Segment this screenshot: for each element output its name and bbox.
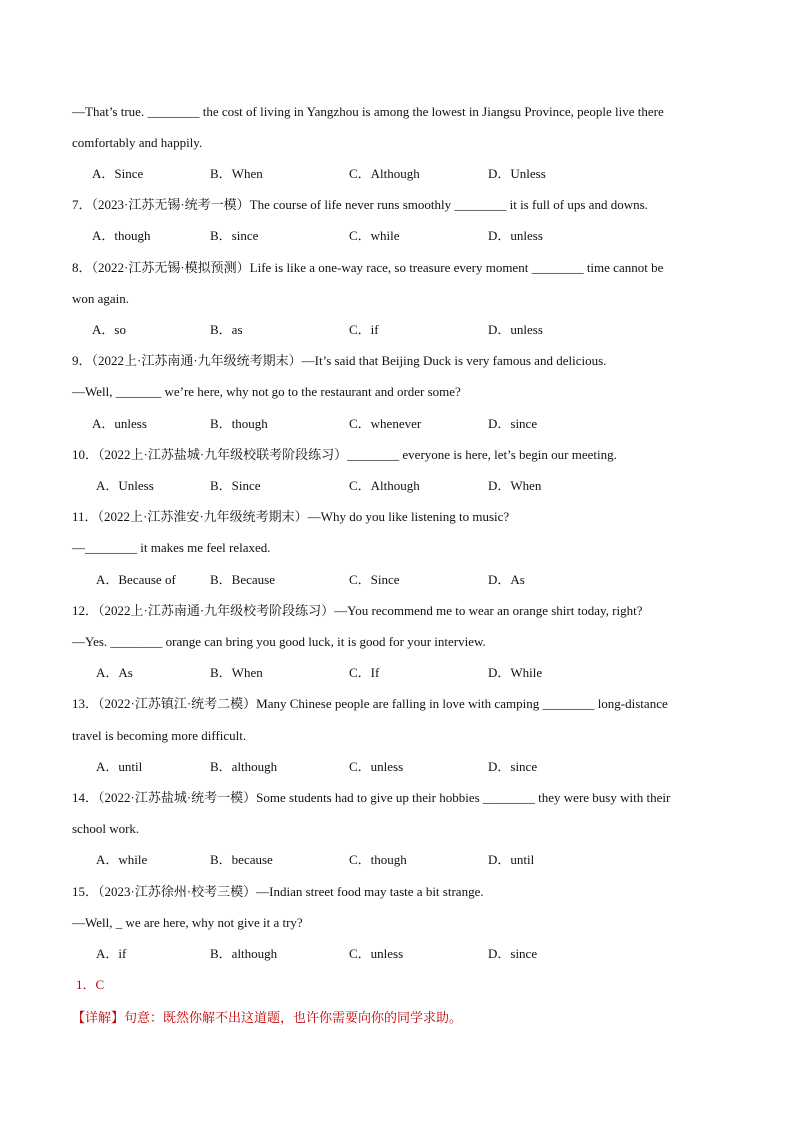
question-9-line-2: —Well, _______ we’re here, why not go to the restaurant and order some? <box>72 384 461 399</box>
detail-text: 句意：既然你解不出这道题，也许你需要向你的同学求助。 <box>124 1010 463 1025</box>
option-a: A．while <box>96 852 148 867</box>
option-c: C．whenever <box>349 416 422 431</box>
question-13-line-1: 13．（2022·江苏镇江·统考二模）Many Chinese people are falling in love with camping ________ long-distance <box>72 696 668 711</box>
option-c: C．though <box>349 852 407 867</box>
option-b: B．Because <box>210 572 275 587</box>
question-14-line-1: 14．（2022·江苏盐城·统考一模）Some students had to give up their hobbies ________ they were busy with their <box>72 790 671 805</box>
question-15-line-2: —Well, _ we are here, why not give it a try? <box>72 915 303 930</box>
option-c: C．Since <box>349 572 400 587</box>
option-a: A．until <box>96 759 143 774</box>
option-c: C．unless <box>349 759 404 774</box>
question-12-line-2: —Yes. ________ orange can bring you good luck, it is good for your interview. <box>72 634 486 649</box>
question-11-line-1: 11．（2022上·江苏淮安·九年级统考期末）—Why do you like listening to music? <box>72 509 510 524</box>
question-10-line-1: 10．（2022上·江苏盐城·九年级校联考阶段练习）________ everyone is here, let’s begin our meeting. <box>72 447 617 462</box>
question-13-line-2: travel is becoming more difficult. <box>72 728 247 743</box>
option-d: D．While <box>488 665 543 680</box>
option-a: A．Since <box>92 166 144 181</box>
answer-1-label: 1．C <box>76 977 105 992</box>
option-d: D．since <box>488 416 538 431</box>
option-a: A．so <box>92 322 126 337</box>
option-b: B．because <box>210 852 273 867</box>
option-c: C．while <box>349 228 400 243</box>
question-8-line-1: 8．（2022·江苏无锡·模拟预测）Life is like a one-way race, so treasure every moment ________ time cannot be <box>72 260 664 275</box>
option-d: D．since <box>488 946 538 961</box>
option-b: B．Since <box>210 478 261 493</box>
option-d: D．unless <box>488 228 543 243</box>
question-11-line-2: —________ it makes me feel relaxed. <box>72 540 271 555</box>
option-c: C．unless <box>349 946 404 961</box>
option-c: C．if <box>349 322 379 337</box>
option-d: D．Unless <box>488 166 546 181</box>
option-d: D．unless <box>488 322 543 337</box>
option-a: A．Because of <box>96 572 176 587</box>
question-12-line-1: 12．（2022上·江苏南通·九年级校考阶段练习）—You recommend me to wear an orange shirt today, right? <box>72 603 643 618</box>
detail-label: 【详解】 <box>72 1010 125 1025</box>
answer-1-detail <box>72 1010 462 1026</box>
option-b: B．although <box>210 946 278 961</box>
question-6-line-2: comfortably and happily. <box>72 135 203 150</box>
question-7-line-1: 7．（2023·江苏无锡·统考一模）The course of life never runs smoothly ________ it is full of ups and downs. <box>72 197 648 212</box>
question-6-line-1: —That’s true. ________ the cost of living in Yangzhou is among the lowest in Jiangsu Province, people live there <box>72 104 664 119</box>
option-b: B．though <box>210 416 268 431</box>
question-14-line-2: school work. <box>72 821 140 836</box>
option-d: D．When <box>488 478 542 493</box>
option-a: A．unless <box>92 416 147 431</box>
option-a: A．if <box>96 946 127 961</box>
option-c: C．If <box>349 665 380 680</box>
option-b: B．although <box>210 759 278 774</box>
option-c: C．Although <box>349 166 420 181</box>
option-a: A．As <box>96 665 133 680</box>
question-15-line-1: 15．（2023·江苏徐州·校考三模）—Indian street food may taste a bit strange. <box>72 884 484 899</box>
option-a: A．Unless <box>96 478 154 493</box>
question-8-line-2: won again. <box>72 291 130 306</box>
option-b: B．since <box>210 228 259 243</box>
option-c: C．Although <box>349 478 420 493</box>
option-d: D．since <box>488 759 538 774</box>
option-b: B．When <box>210 665 263 680</box>
option-d: D．until <box>488 852 535 867</box>
option-b: B．When <box>210 166 263 181</box>
option-a: A．though <box>92 228 151 243</box>
option-b: B．as <box>210 322 243 337</box>
option-d: D．As <box>488 572 525 587</box>
question-9-line-1: 9．（2022上·江苏南通·九年级统考期末）—It’s said that Beijing Duck is very famous and delicious. <box>72 353 607 368</box>
